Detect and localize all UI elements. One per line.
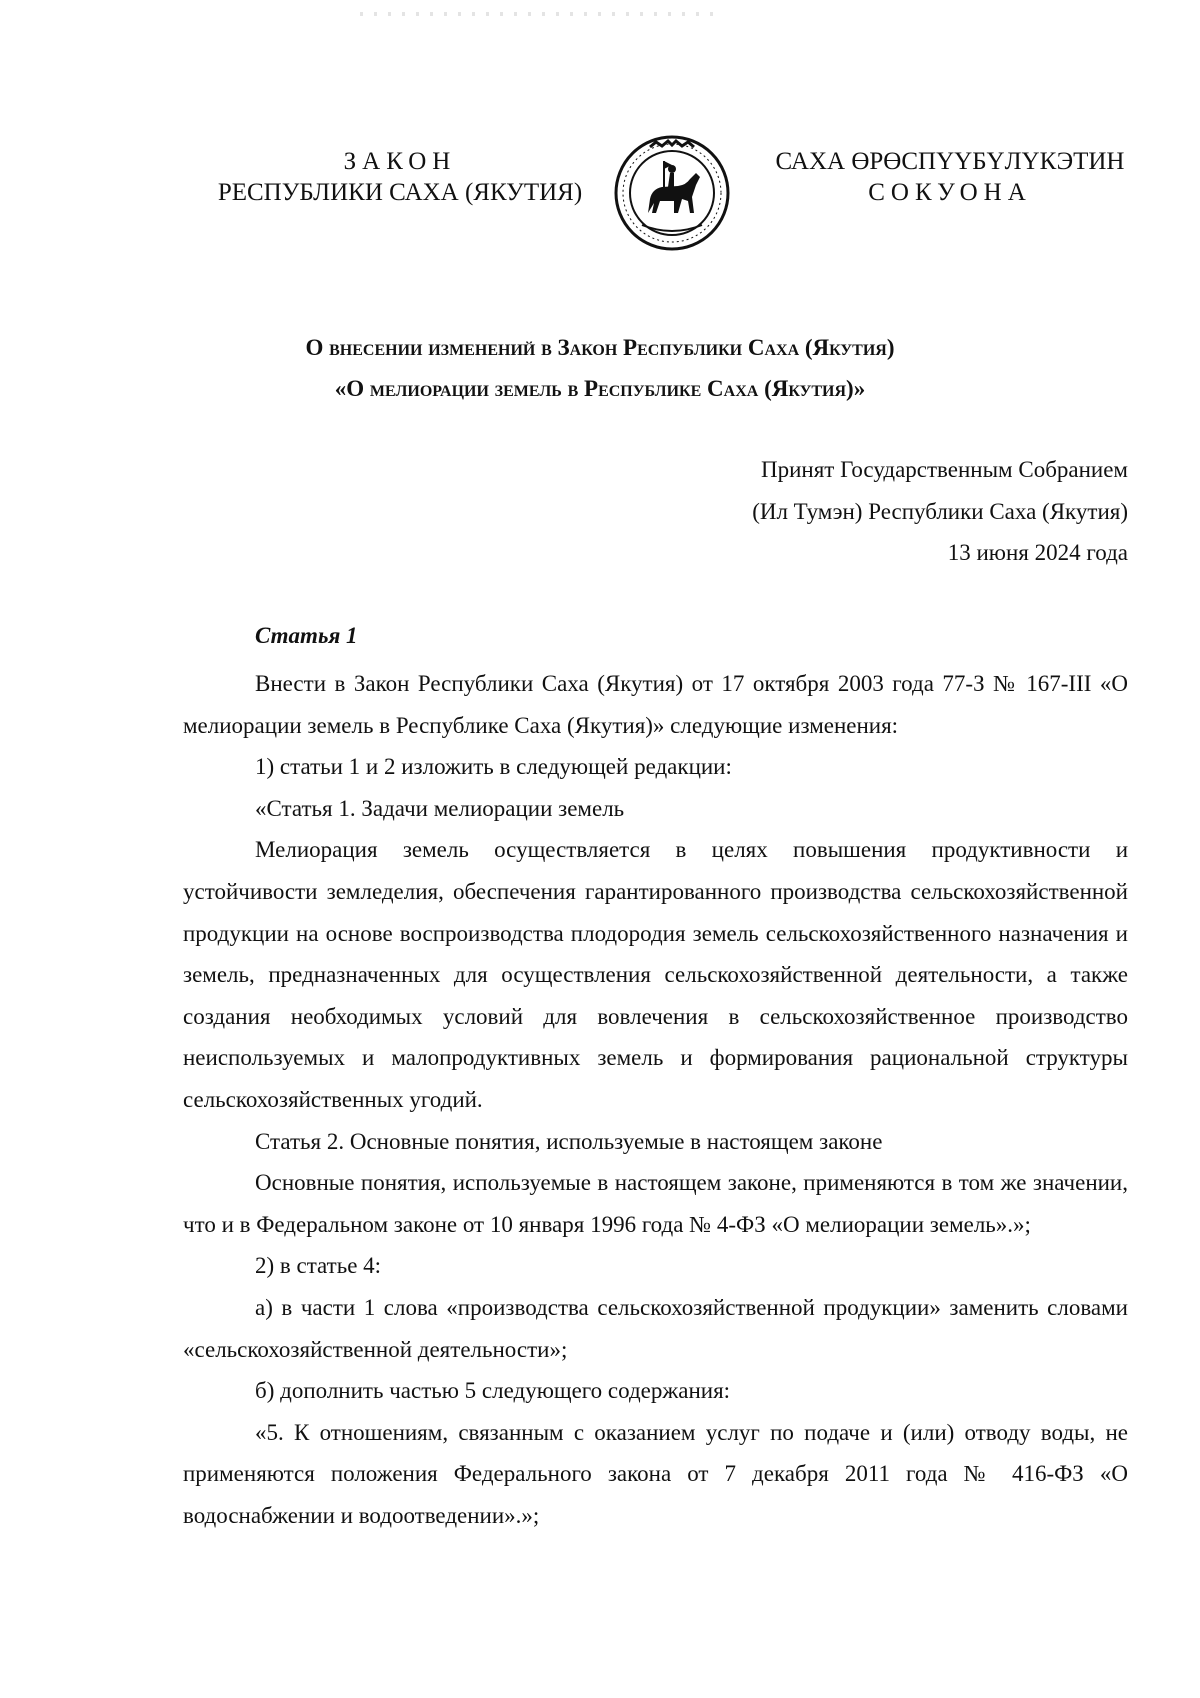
header-right [760, 146, 1140, 208]
paragraph: б) дополнить частью 5 следующего содержания: [255, 1378, 731, 1404]
paragraph: «Статья 1. Задачи мелиорации земель [255, 795, 625, 821]
sakha-coat-of-arms-icon [612, 133, 732, 253]
paragraph: 1) статьи 1 и 2 изложить в следующей редакции: [255, 754, 732, 780]
adoption-line1: Принят Государственным Собранием [760, 457, 1128, 482]
adoption-date: 13 июня 2024 года [947, 540, 1128, 565]
paragraph: Статья 2. Основные понятия, используемые в настоящем законе [255, 1128, 883, 1154]
paragraph: Внести в Закон Республики Саха (Якутия) от 17 октября 2003 года 77-З № 167-III «О мелиорации земель в Республике Саха (Якутия)» следующие изменения: [183, 671, 1128, 738]
law-title-line2: «О мелиорации земель в Республике Саха (Якутия)» [334, 376, 866, 401]
adoption-line2: (Ил Тумэн) Республики Саха (Якутия) [752, 499, 1128, 524]
header-left [210, 146, 590, 208]
law-title-line1: О внесении изменений в Закон Республики Саха (Якутия) [305, 335, 895, 360]
paragraph: 2) в статье 4: [255, 1253, 382, 1279]
paragraph: Мелиорация земель осуществляется в целях повышения продуктивности и устойчивости земледелия, обеспечения гарантированного производства сельскохозяйственной продукции на основе воспроизводства плодородия земель сельскохозяйственного назначения и земель, предназначенных для осуществления сельскохозяйственной деятельности, а также создания необходимых условий для вовлечения в сельскохозяйственное производство неиспользуемых и малопродуктивных земель и формирования рациональной структуры сельскохозяйственных угодий. [183, 837, 1128, 1112]
header-left-line1: ЗАКОН [343, 148, 457, 175]
header-right-line1: САХА ӨРӨСПҮҮБҮЛҮКЭТИН [775, 148, 1125, 175]
header-left-line2: РЕСПУБЛИКИ САХА (ЯКУТИЯ) [217, 179, 583, 206]
scan-noise [360, 12, 720, 16]
paragraph: а) в части 1 слова «производства сельскохозяйственной продукции» заменить словами «сельскохозяйственной деятельности»; [183, 1294, 1128, 1362]
article-1-heading: Статья 1 [255, 623, 358, 648]
paragraph: «5. К отношениям, связанным с оказанием услуг по подаче и (или) отводу воды, не применяются положения Федерального закона от 7 декабря 2011 года № 416-ФЗ «О водоснабжении и водоотведении».»; [183, 1419, 1128, 1528]
header-right-line2: СОКУОНА [868, 179, 1032, 206]
article-1-body [183, 663, 1128, 1536]
paragraph: Основные понятия, используемые в настоящем законе, применяются в том же значении, что и в Федеральном законе от 10 января 1996 года № 4-ФЗ «О мелиорации земель».»; [183, 1170, 1128, 1237]
